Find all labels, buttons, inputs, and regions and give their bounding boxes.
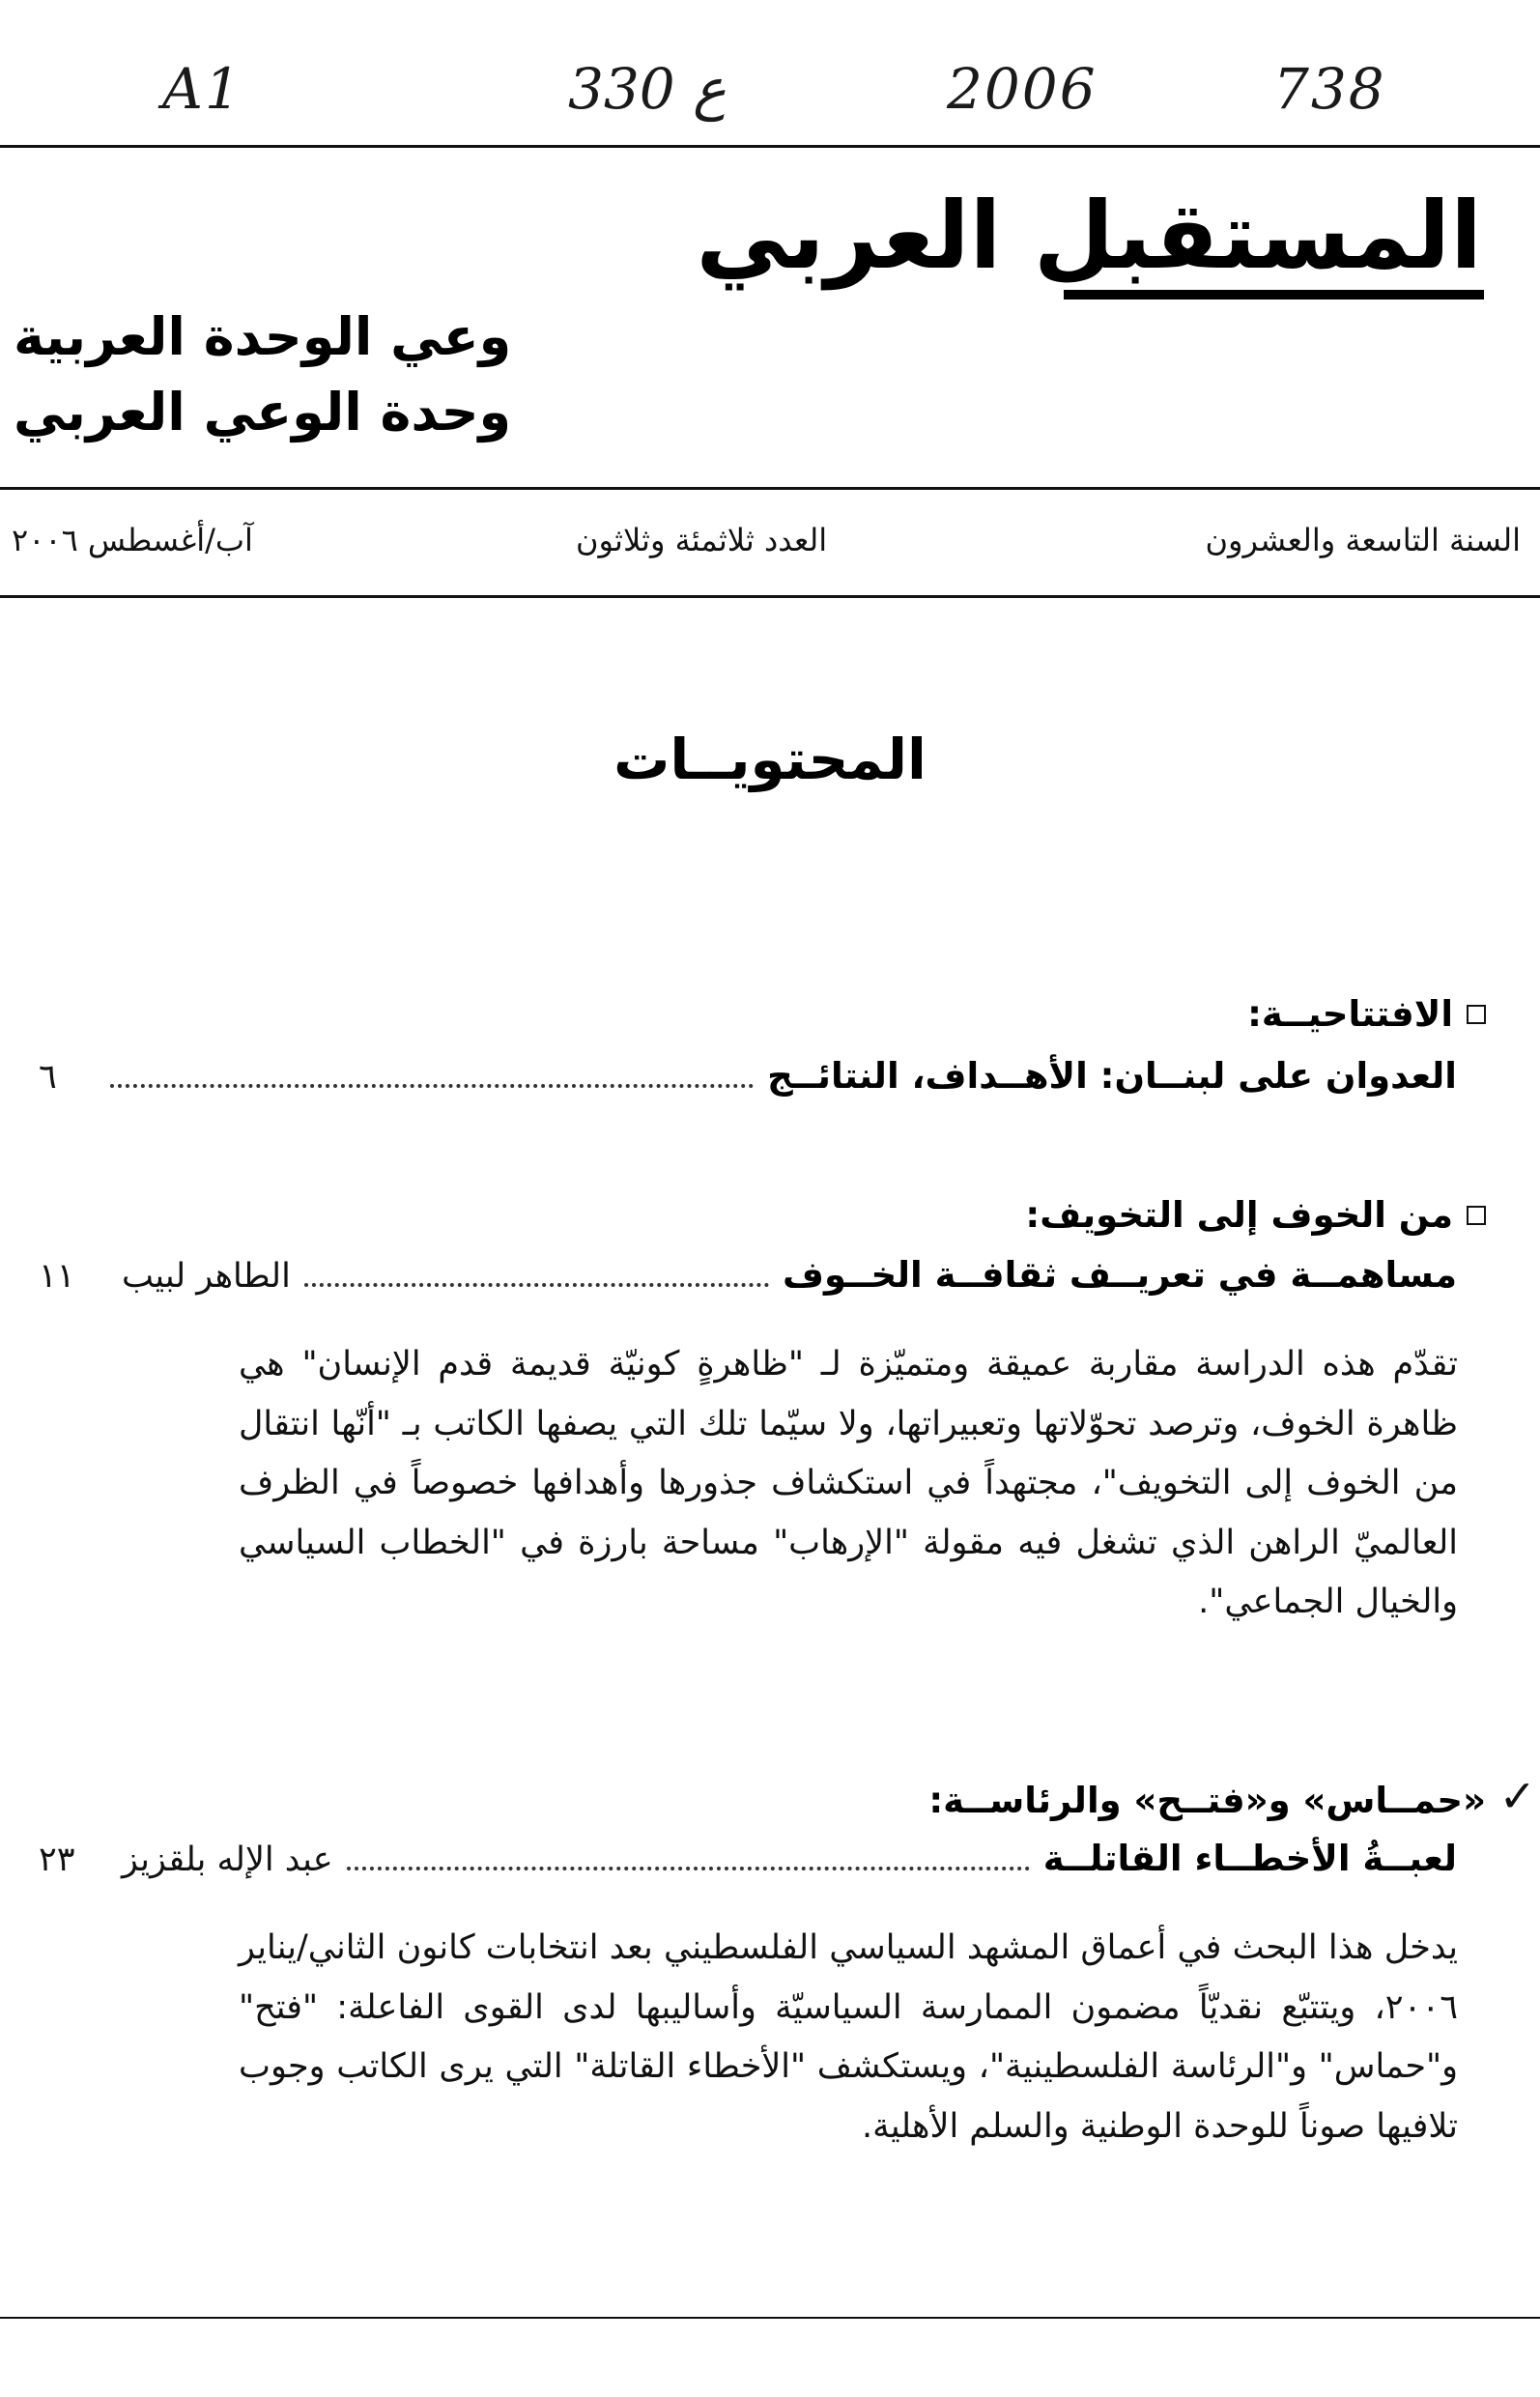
top-rule <box>0 145 1540 148</box>
dot-leader <box>304 1283 769 1287</box>
entry-page: ٢٣ <box>39 1841 75 1879</box>
dot-leader <box>110 1084 754 1088</box>
journal-logo: المستقبل العربي <box>696 182 1482 290</box>
logo-underline <box>1064 290 1484 300</box>
check-mark-icon: ✓ <box>1498 1770 1536 1822</box>
section-heading-hamas-fatah <box>928 1780 1486 1821</box>
issue-date: آب/أغسطس ٢٠٠٦ <box>12 522 253 558</box>
section-heading-text: الافتتاحيــة: <box>1247 993 1453 1035</box>
handwritten-code: 738 <box>1273 56 1386 122</box>
abstract-hamas-fatah: يدخل هذا البحث في أعماق المشهد السياسي الفلسطيني بعد انتخابات كانون الثاني/يناير ٢٠٠٦، ويتتبّع نقديّاً مضمون الممارسة السياسيّة وأساليبها لدى القوى الفاعلة: "فتح" و"حماس" و"الرئاسة الفلسطينية"، ويستكشف "الأخطاء القاتلة" التي يرى الكاتب وجوب تلافيها صوناً للوحدة الوطنية والسلم الأهلية. <box>239 1928 1458 2146</box>
handwritten-ref-1: A1 <box>162 56 242 122</box>
section-heading-fear <box>1025 1194 1486 1236</box>
entry-title: لعبــةُ الأخطــاء القاتلــة <box>1042 1838 1457 1879</box>
abstract-fear: تقدّم هذه الدراسة مقاربة عميقة ومتميّزة لـ "ظاهرةٍ كونيّة قديمة قدم الإنسان" هي ظاهرة الخوف، وترصد تحوّلاتها وتعبيراتها، ولا سيّما تلك التي يصفها الكاتب بـ "أنّها انتقال من الخوف إلى التخويف"، مجتهداً في استكشاف جذورها وأهدافها خصوصاً في الظرف العالميّ الراهن الذي تشغل فيه مقولة "الإرهاب" مساحة بارزة في "الخطاب السياسي والخيال الجماعي". <box>239 1345 1458 1621</box>
entry-page: ٦ <box>39 1058 57 1097</box>
issue-number: العدد ثلاثمئة وثلاثون <box>576 522 828 558</box>
checkbox-icon <box>1467 1206 1486 1225</box>
headline-2: وحدة الوعي العربي <box>14 382 512 442</box>
dot-leader <box>347 1867 1030 1870</box>
toc-entry-hamas-fatah[interactable] <box>29 1838 1457 1879</box>
bottom-rule <box>0 2317 1540 2319</box>
section-heading-text: من الخوف إلى التخويف: <box>1025 1194 1453 1236</box>
checkbox-icon <box>1467 1005 1486 1024</box>
section-heading-text: «حمــاس» و«فتــح» والرئاســة: <box>928 1780 1486 1821</box>
entry-author: الطاهر لبيب <box>122 1257 291 1296</box>
toc-entry-editorial[interactable] <box>29 1055 1457 1097</box>
section-heading-editorial <box>1247 993 1486 1035</box>
toc-entry-fear[interactable] <box>29 1254 1457 1296</box>
issue-rule-bottom <box>0 595 1540 598</box>
handwritten-year: 2006 <box>947 56 1098 122</box>
headline-1: وعي الوحدة العربية <box>14 306 512 367</box>
handwritten-ref-2: 330 ع <box>568 56 727 122</box>
issue-year: السنة التاسعة والعشرون <box>1205 522 1521 558</box>
entry-title: العدوان على لبنــان: الأهــداف، النتائــج <box>767 1055 1457 1097</box>
issue-rule-top <box>0 487 1540 490</box>
entry-page: ١١ <box>39 1257 75 1296</box>
contents-title: المحتويــات <box>613 727 927 792</box>
entry-author: عبد الإله بلقزيز <box>122 1841 333 1879</box>
entry-title: مساهمــة في تعريــف ثقافــة الخــوف <box>783 1254 1457 1296</box>
